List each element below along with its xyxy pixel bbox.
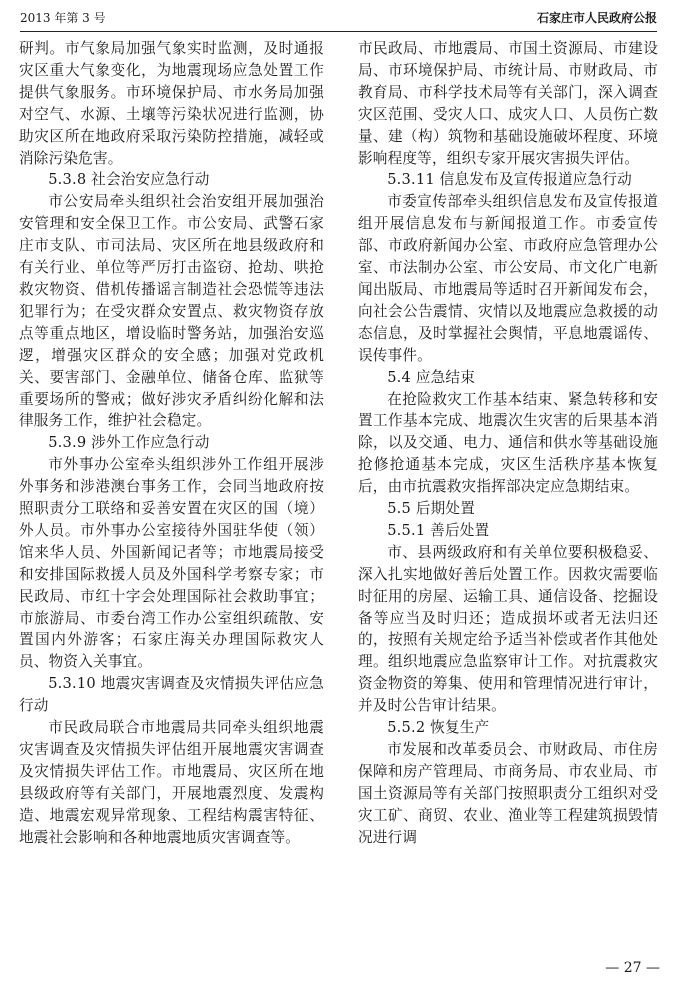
left-column bbox=[19, 38, 324, 849]
publication-title: 石家庄市人民政府公报 bbox=[536, 11, 657, 25]
section-heading: 5.4 应急结束 bbox=[387, 368, 476, 386]
section-heading: 5.5 后期处置 bbox=[387, 500, 476, 518]
section-heading: 5.3.9 涉外工作应急行动 bbox=[48, 434, 210, 452]
section-heading: 5.5.1 善后处置 bbox=[387, 521, 490, 539]
body-paragraph: 市、县两级政府和有关单位要积极稳妥、深入扎实地做好善后处置工作。因救灾需要临时征用的房屋、运输工具、通信设备、挖掘设备等应当及时归还；造成损坏或者无法归还的，按照有关规定给予适当补偿或者作其他处理。组织地震应急监察审计工作。对抗震救灾资金物资的筹集、使用和管理情况进行审计，并及时公告审计结果。 bbox=[358, 543, 658, 715]
section-heading: 5.3.10 地震灾害调查及灾情损失评估应急行动 bbox=[19, 675, 324, 715]
body-paragraph: 在抢险救灾工作基本结束、紧急转移和安置工作基本完成、地震次生灾害的后果基本消除，以及交通、电力、通信和供水等基础设施抢修抢通基本完成，灾区生活秩序基本恢复后，由市抗震救灾指挥部决定应急期结束。 bbox=[358, 390, 658, 496]
issue-label: 2013 年第 3 号 bbox=[20, 11, 106, 25]
body-paragraph: 市公安局牵头组织社会治安组开展加强治安管理和安全保卫工作。市公安局、武警石家庄市支队、市司法局、灾区所在地县级政府和有关行业、单位等严厉打击盗窃、抢劫、哄抢救灾物资、借机传播谣言制造社会恐慌等违法犯罪行为；在受灾群众安置点、救灾物资存放点等重点地区，增设临时警务站，加强治安巡逻，增强灾区群众的安全感；加强对党政机关、要害部门、金融单位、储备仓库、监狱等重要场所的警戒；做好涉灾矛盾纠纷化解和法律服务工作，维护社会稳定。 bbox=[19, 193, 324, 430]
right-column bbox=[358, 38, 658, 849]
section-heading: 5.3.11 信息发布及宣传报道应急行动 bbox=[387, 171, 632, 189]
body-paragraph: 研判。市气象局加强气象实时监测，及时通报灾区重大气象变化，为地震现场应急处置工作提供气象服务。市环境保护局、市水务局加强对空气、水源、土壤等污染状况进行监测，协助灾区所在地政府采取污染防控措施，减轻或消除污染危害。 bbox=[19, 40, 324, 167]
section-heading: 5.5.2 恢复生产 bbox=[387, 719, 490, 737]
body-paragraph: 市外事办公室牵头组织涉外工作组开展涉外事务和涉港澳台事务工作，会同当地政府按照职责分工联络和妥善安置在灾区的国（境）外人员。市外事办公室接待外国驻华使（领）馆来华人员、外国新闻记者等；市地震局接受和安排国际救援人员及外国科学考察专家；市民政局、市红十字会处理国际社会救助事宜；市旅游局、市委台湾工作办公室组织疏散、安置国内外游客；石家庄海关办理国际救灾人员、物资入关事宜。 bbox=[19, 456, 324, 671]
section-heading: 5.3.8 社会治安应急行动 bbox=[48, 171, 210, 189]
page-number: — 27 — bbox=[605, 960, 660, 976]
body-paragraph: 市民政局、市地震局、市国土资源局、市建设局、市环境保护局、市统计局、市财政局、市教育局、市科学技术局等有关部门，深入调查灾区范围、受灾人口、成灾人口、人员伤亡数量、建（构）筑物和基础设施破坏程度、环境影响程度等，组织专家开展灾害损失评估。 bbox=[358, 40, 658, 167]
body-paragraph: 市委宣传部牵头组织信息发布及宣传报道组开展信息发布与新闻报道工作。市委宣传部、市政府新闻办公室、市政府应急管理办公室、市法制办公室、市公安局、市文化广电新闻出版局、市地震局等适时召开新闻发布会，向社会公告震情、灾情以及地震应急救援的动态信息，及时掌握社会舆情，平息地震谣传、误传事件。 bbox=[358, 193, 658, 364]
header-rule bbox=[20, 31, 657, 32]
body-paragraph: 市民政局联合市地震局共同牵头组织地震灾害调查及灾情损失评估组开展地震灾害调查及灾情损失评估工作。市地震局、灾区所在地县级政府等有关部门，开展地震烈度、发震构造、地震宏观异常现象、工程结构震害特征、地震社会影响和各种地震地质灾害调查等。 bbox=[19, 719, 324, 846]
page-header bbox=[20, 7, 657, 29]
body-paragraph: 市发展和改革委员会、市财政局、市住房保障和房产管理局、市商务局、市农业局、市国土资源局等有关部门按照职责分工组织对受灾工矿、商贸、农业、渔业等工程建筑损毁情况进行调 bbox=[358, 741, 658, 846]
